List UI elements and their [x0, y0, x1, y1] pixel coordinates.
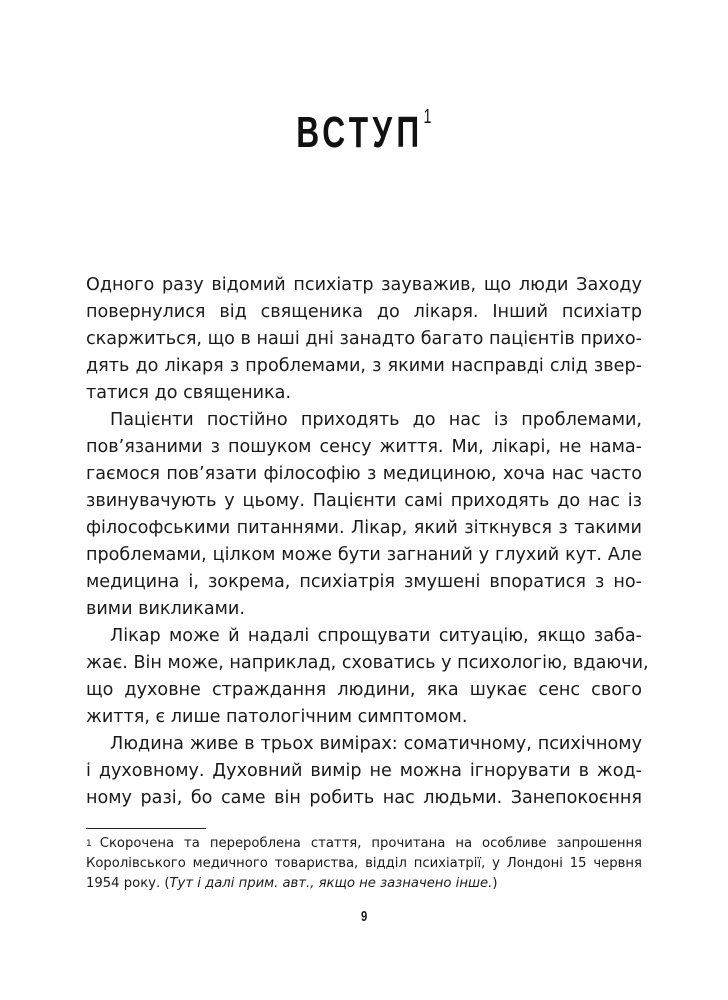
paragraph — [86, 407, 642, 623]
text-line: звинувачують у цьому. Пацієнти самі приходять до нас із — [86, 491, 642, 511]
text-line: життя, є лише патологічним симптомом. — [86, 707, 468, 727]
paragraph — [86, 623, 649, 731]
body-text — [86, 272, 649, 812]
text-line: татися до священика. — [86, 383, 292, 403]
footnote-line: 1954 року. (Тут і далі прим. авт., якщо не зазначено інше.) — [86, 876, 498, 891]
footnote-line: Королівського медичного товариства, відділ психіатрії, у Лондоні 15 червня — [86, 856, 642, 871]
text-line: повернулися від священика до лікаря. Інший психіатр — [86, 302, 642, 322]
text-line: що духовне страждання людини, яка шукає сенс свого — [86, 680, 642, 700]
footnote-mark: 1 — [86, 839, 92, 849]
footnote-divider — [86, 828, 206, 829]
paragraph — [86, 731, 642, 812]
text-line: гаємося пов’язати філософію з медициною, хоча нас часто — [86, 464, 642, 484]
footnote-reference: 1 — [423, 106, 432, 128]
text-line: ному разі, бо саме він робить нас людьми. Занепокоєння — [86, 788, 642, 808]
text-line: Лікар може й надалі спрощувати ситуацію, якщо заба- — [110, 626, 642, 646]
chapter-heading — [0, 108, 728, 158]
text-line: філософськими питаннями. Лікар, який зіткнувся з такими — [86, 518, 642, 538]
text-line: проблемами, цілком може бути загнаний у глухий кут. Але — [86, 545, 642, 565]
text-line: медицина і, зокрема, психіатрія змушені впоратися з но- — [86, 572, 642, 592]
text-line: пов’язаними з пошуком сенсу життя. Ми, лікарі, не нама- — [86, 437, 642, 457]
paragraph — [86, 272, 642, 407]
text-line: Пацієнти постійно приходять до нас із проблемами, — [110, 410, 642, 430]
text-line: і духовному. Духовний вимір не можна ігнорувати в жод- — [86, 761, 642, 781]
chapter-title: ВСТУП — [296, 108, 424, 157]
footnote — [86, 834, 642, 894]
text-line: Одного разу відомий психіатр зауважив, що люди Заходу — [86, 275, 642, 295]
page-number: 9 — [360, 908, 368, 925]
text-line: скаржиться, що в наші дні занадто багато пацієнтів прихо- — [86, 329, 642, 349]
text-line: вими викликами. — [86, 599, 245, 619]
footnote-line: $^1$ Скорочена та перероблена стаття, прочитана на особливе запрошення — [86, 836, 642, 851]
text-line: дять до лікаря з проблемами, з якими насправді слід звер- — [86, 356, 642, 376]
text-line: Людина живе в трьох вимірах: соматичному, психічному — [110, 734, 642, 754]
text-line: жає. Він може, наприклад, сховатись у психологію, вдаючи, — [86, 653, 649, 673]
